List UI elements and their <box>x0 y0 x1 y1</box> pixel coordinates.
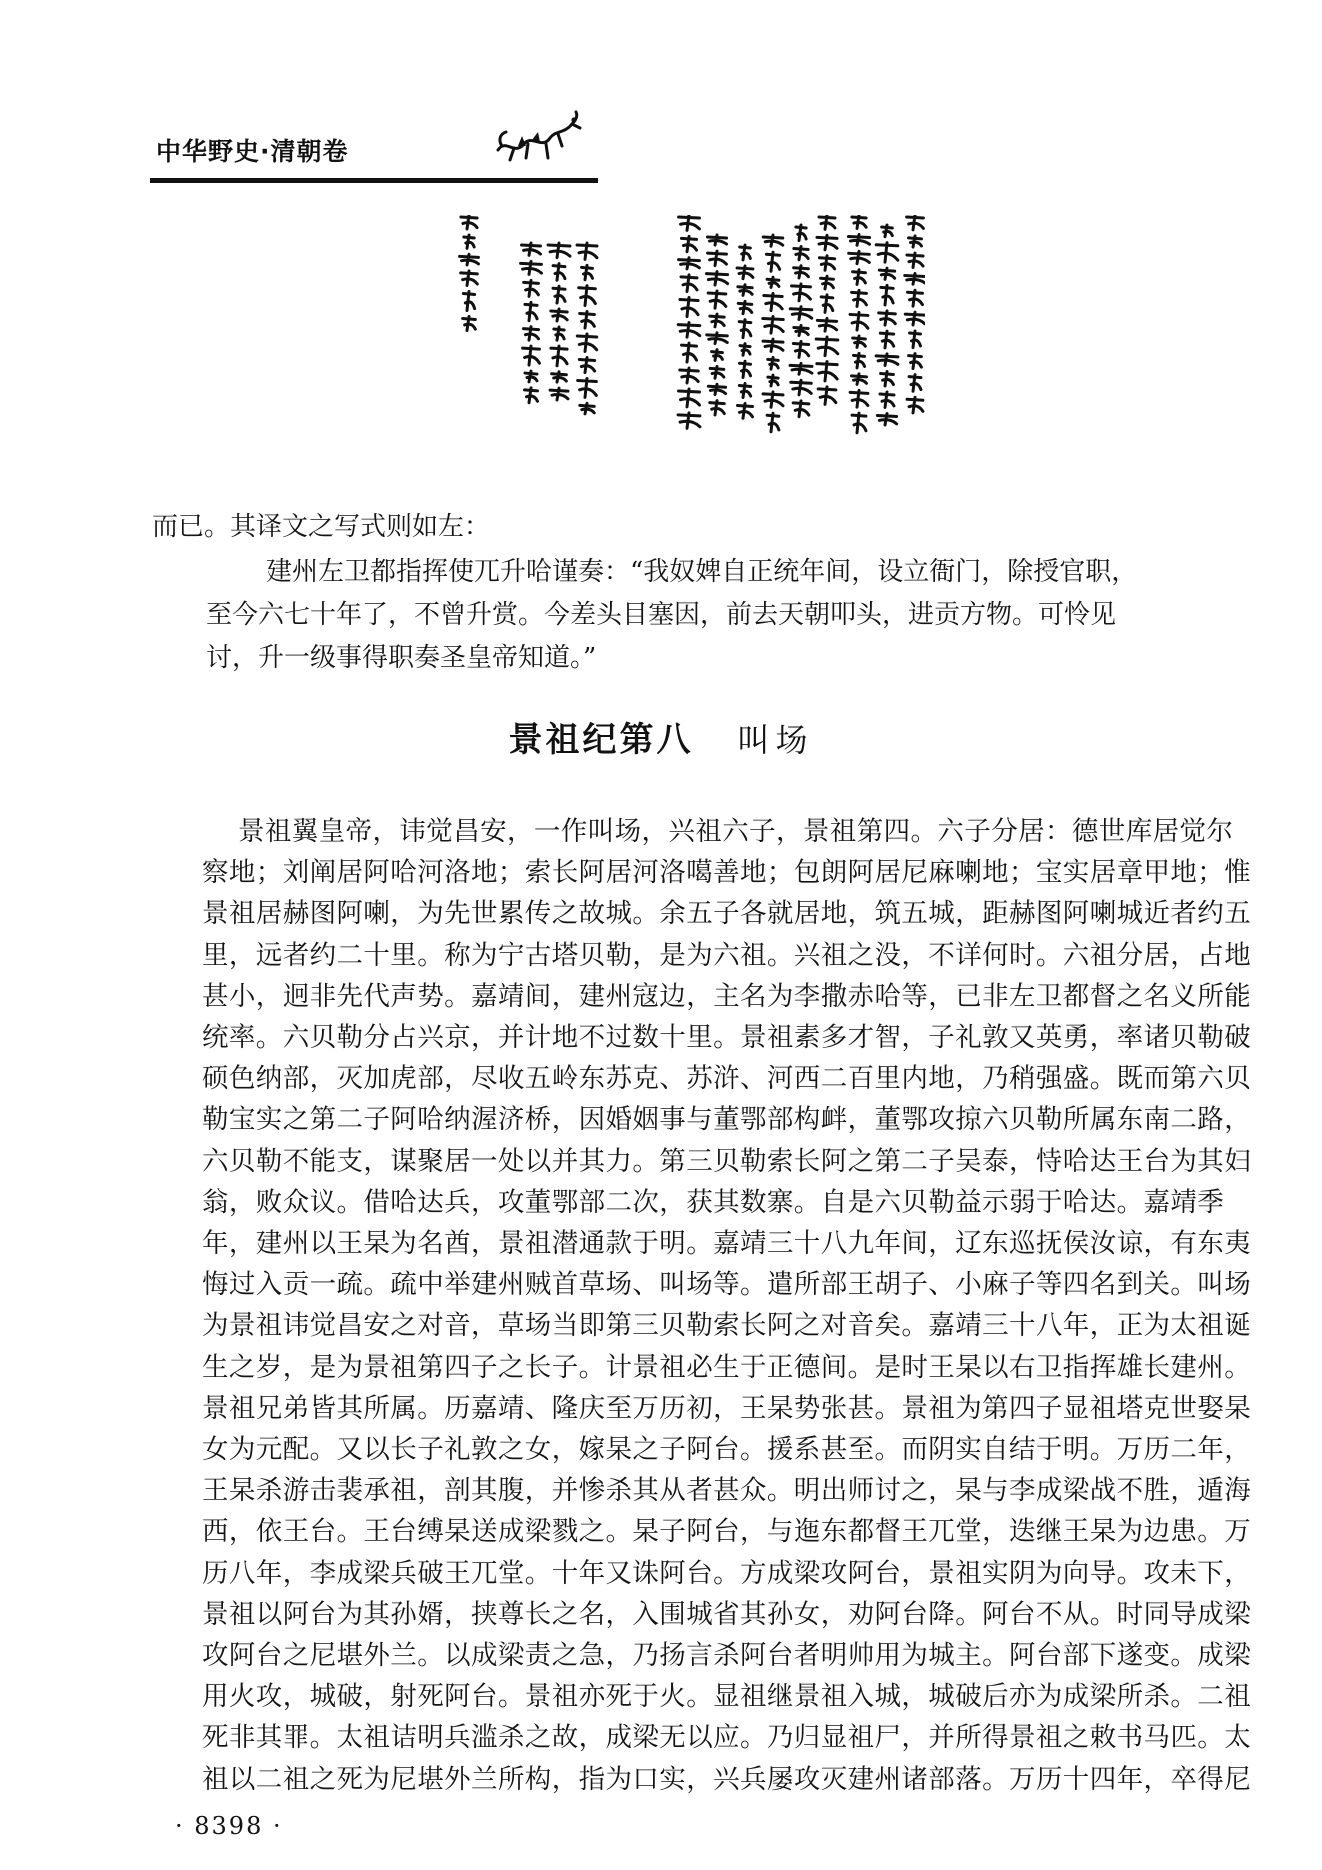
body-line: 年，建州以王杲为名酋，景祖潜通款于明。嘉靖三十八九年间，辽东巡抚侯汝谅，有东夷 <box>202 1228 1252 1259</box>
script-glyph <box>463 291 474 310</box>
body-line: 生之岁，是为景祖第四子之长子。计景祖必生于正德间。是时王杲以右卫指挥雄长建州。 <box>202 1351 1252 1383</box>
script-glyph <box>852 413 866 433</box>
script-glyph <box>461 271 478 286</box>
script-glyph <box>817 362 837 381</box>
script-glyph <box>551 346 567 366</box>
script-glyph <box>463 316 476 330</box>
script-glyph <box>909 375 921 392</box>
script-glyph <box>850 312 868 330</box>
script-glyph <box>682 343 697 362</box>
header-rule <box>150 178 598 183</box>
script-glyph <box>907 253 923 267</box>
section-title: 景祖纪第八 <box>508 720 694 760</box>
script-glyph <box>706 272 727 285</box>
script-glyph <box>907 215 924 230</box>
script-glyph <box>577 334 596 352</box>
script-glyph <box>766 252 779 271</box>
script-glyph <box>524 388 537 403</box>
body-line: 攻阿台之尼堪外兰。以成梁责之急，乃扬言杀阿台者明帅用为城主。阿台部下遂变。成梁 <box>202 1640 1252 1671</box>
script-glyph <box>680 298 698 317</box>
script-glyph <box>710 366 724 378</box>
script-glyph <box>879 311 896 325</box>
script-glyph <box>553 264 565 281</box>
script-glyph <box>910 331 921 348</box>
section-heading <box>0 712 1322 761</box>
script-glyph <box>877 413 896 425</box>
body-line: 祖以二祖之死为尼堪外兰所构，指为口实，兴兵屡攻灭建州诸部落。万历十四年，卒得尼 <box>202 1763 1252 1795</box>
script-glyph <box>793 401 809 417</box>
body-line: 翁，败众议。借哈达兵，攻董鄂部二次，获其数寨。自是六贝勒益示弱于哈达。嘉靖季 <box>202 1186 1225 1218</box>
script-glyph <box>852 290 867 306</box>
script-glyph <box>678 413 700 428</box>
script-glyph <box>767 277 779 287</box>
script-glyph <box>850 390 868 407</box>
script-glyph <box>524 280 539 296</box>
script-glyph <box>550 388 568 400</box>
script-glyph <box>681 236 696 251</box>
script-glyph <box>849 251 870 263</box>
script-glyph <box>792 284 811 301</box>
quote-line: 建州左卫都指挥使兀升哈谨奏：“我奴婢自正统年间，设立衙门，除授官职， <box>266 557 1138 587</box>
script-glyph <box>907 397 923 413</box>
script-glyph <box>679 215 700 230</box>
script-glyph <box>763 235 783 246</box>
script-glyph <box>461 215 477 229</box>
script-glyph <box>853 270 866 285</box>
script-glyph <box>767 413 779 431</box>
script-glyph <box>880 331 893 348</box>
script-glyph <box>523 346 540 365</box>
script-glyph <box>707 235 726 245</box>
body-line: 西，依王台。王台缚杲送成梁戮之。杲子阿台，与迤东都督王兀堂，迭继王杲为边患。万 <box>202 1516 1252 1548</box>
body-line: 为景祖讳觉昌安之对音，草场当即第三贝勒索长阿之对音矣。嘉靖三十八年，正为太祖诞 <box>202 1310 1252 1342</box>
script-glyph <box>737 266 753 279</box>
script-glyph <box>881 285 893 305</box>
body-line: 统率。六贝勒分占兴京，并计地不过数十里。景祖素多才智，子礼敦又英勇，率诸贝勒破 <box>202 1022 1252 1053</box>
running-header <box>152 132 592 172</box>
intro-line: 而已。其译文之写式则如左： <box>152 512 491 542</box>
script-glyph <box>738 301 752 313</box>
body-line: 王杲杀游击裴承祖，剖其腹，并惨杀其从者甚众。明出师讨之，杲与李成梁战不胜，遁海 <box>202 1475 1252 1507</box>
script-glyph <box>848 235 869 246</box>
script-glyph <box>678 323 700 338</box>
script-glyph <box>909 236 922 247</box>
script-glyph <box>710 314 724 327</box>
script-glyph <box>876 243 898 262</box>
body-line: 景祖翼皇帝，讳觉昌安，一作叫场，兴祖六子，景祖第四。六子分居：德世库居觉尔 <box>238 816 1234 847</box>
script-glyph <box>679 389 700 407</box>
script-glyph <box>768 357 778 369</box>
script-glyph <box>764 293 782 310</box>
body-line: 女为元配。又以长子礼敦之女，嫁杲之子阿台。援系甚至。而阴实自结于明。万历二年， <box>202 1434 1252 1465</box>
script-glyph <box>460 254 479 265</box>
script-glyph <box>522 243 541 255</box>
body-line: 里，远者约二十里。称为宁古塔贝勒，是为六祖。兴祖之没，不详何时。六祖分居，占地 <box>202 939 1252 971</box>
script-glyph <box>679 258 700 269</box>
script-glyph <box>551 309 567 321</box>
script-glyph <box>740 344 750 356</box>
script-glyph <box>905 273 925 284</box>
script-glyph <box>794 325 808 335</box>
header-title: 中华野史·清朝卷 <box>156 137 349 166</box>
script-glyph <box>578 379 597 398</box>
body-line: 死非其罪。太祖诘明兵滥杀之故，成梁无以应。乃归显祖尸，并所得景祖之敕书马匹。太 <box>202 1722 1252 1754</box>
manchu-script-facsimile <box>455 215 925 480</box>
script-glyph <box>681 275 697 292</box>
script-glyph <box>739 383 750 397</box>
script-glyph <box>794 247 808 260</box>
body-line: 硕色纳部，灭加虎部，尽收五岭东苏克、苏浒、河西二百里内地，乃稍强盛。既而第六贝 <box>202 1063 1252 1095</box>
script-glyph <box>739 320 751 338</box>
body-line: 景祖兄弟皆其所属。历嘉靖、隆庆至万历初，王杲势张甚。景祖为第四子显祖塔克世娶杲 <box>202 1392 1252 1424</box>
script-glyph <box>852 215 866 229</box>
script-glyph <box>708 384 725 394</box>
dragon-icon <box>492 110 582 166</box>
script-glyph <box>739 361 750 377</box>
script-glyph <box>817 235 837 249</box>
script-glyph <box>817 318 836 331</box>
script-glyph <box>763 317 783 334</box>
script-glyph <box>464 235 474 248</box>
script-glyph <box>882 225 893 237</box>
script-glyph <box>816 337 838 356</box>
script-glyph <box>796 225 806 241</box>
script-glyph <box>525 371 537 382</box>
body-line: 察地；刘阐居阿哈河洛地；索长阿居河洛噶善地；包朗阿居尼麻喇地；宝实居章甲地；惟 <box>202 857 1252 889</box>
script-glyph <box>525 302 537 320</box>
script-glyph <box>712 350 723 361</box>
script-glyph <box>880 392 894 407</box>
script-glyph <box>582 265 593 279</box>
script-glyph <box>908 290 923 306</box>
script-glyph <box>821 276 834 289</box>
body-line: 用火攻，城破，射死阿台。景祖亦死于火。显祖继景祖入城，城破后亦为成梁所杀。二祖 <box>202 1681 1252 1713</box>
script-glyph <box>793 342 808 358</box>
script-glyph <box>553 286 565 303</box>
quote-line: 讨，升一级事得职奏圣皇帝知道。” <box>206 643 597 673</box>
body-line: 历八年，李成梁兵破王兀堂。十年又诛阿台。方成梁攻阿台，景祖实阴为向导。攻未下， <box>202 1557 1252 1589</box>
script-glyph <box>879 268 894 279</box>
body-line: 甚小，迥非先代声势。嘉靖间，建州寇边，主名为李撒赤哈等，已非左卫都督之名义所能 <box>202 980 1252 1012</box>
script-glyph <box>909 354 922 369</box>
body-line: 悔过入贡一疏。疏中举建州贼首草场、叫场等。遣所部王胡子、小麻子等四名到关。叫场 <box>202 1269 1252 1301</box>
script-glyph <box>577 243 597 259</box>
body-line: 六贝勒不能支，谋聚居一处以并其力。第三贝勒索长阿之第二子吴泰，恃哈达王台为其妇 <box>202 1145 1252 1177</box>
quote-line: 至今六七十年了，不曾升赏。今差头目塞因，前去天朝叩头，进贡方物。可怜见 <box>206 600 1117 630</box>
script-glyph <box>818 387 836 404</box>
body-line: 景祖居赫图阿喇，为先世累传之故城。余五子各就居地，筑五城，距赫图阿喇城近者约五 <box>202 898 1252 930</box>
script-glyph <box>738 404 753 419</box>
script-glyph <box>579 358 594 373</box>
script-glyph <box>791 380 811 395</box>
script-glyph <box>794 266 809 278</box>
script-glyph <box>580 311 595 328</box>
script-glyph <box>768 375 778 386</box>
page-number: · 8398 · <box>175 1811 283 1840</box>
script-glyph <box>708 291 726 308</box>
script-glyph <box>905 312 924 325</box>
script-glyph <box>852 374 867 384</box>
script-glyph <box>876 354 898 366</box>
script-glyph <box>881 372 894 386</box>
script-glyph <box>819 215 835 229</box>
script-glyph <box>580 403 594 414</box>
script-glyph <box>707 333 728 344</box>
script-glyph <box>738 285 752 296</box>
script-glyph <box>521 261 542 274</box>
script-glyph <box>710 401 725 415</box>
script-glyph <box>821 295 833 312</box>
script-glyph <box>740 245 751 260</box>
script-glyph <box>763 392 783 407</box>
script-glyph <box>853 353 864 368</box>
script-glyph <box>548 243 570 258</box>
script-glyph <box>552 372 567 382</box>
script-glyph <box>763 339 783 351</box>
script-glyph <box>680 368 698 383</box>
script-glyph <box>523 327 538 340</box>
body-line: 勒宝实之第二子阿哈纳渥济桥，因婚姻事与董鄂部构衅，董鄂攻掠六贝勒所属东南二路， <box>202 1104 1252 1136</box>
script-glyph <box>708 251 727 266</box>
script-glyph <box>554 327 564 340</box>
section-subtitle: 叫场 <box>737 721 814 759</box>
script-glyph <box>819 256 834 271</box>
script-glyph <box>853 336 866 347</box>
body-line: 景祖以阿台为其孙婿，挟尊长之名，入围城省其孙女，劝阿台降。阿台不从。时同导成梁 <box>202 1598 1252 1630</box>
script-glyph <box>790 307 811 320</box>
script-glyph <box>790 363 812 374</box>
script-glyph <box>579 286 596 306</box>
